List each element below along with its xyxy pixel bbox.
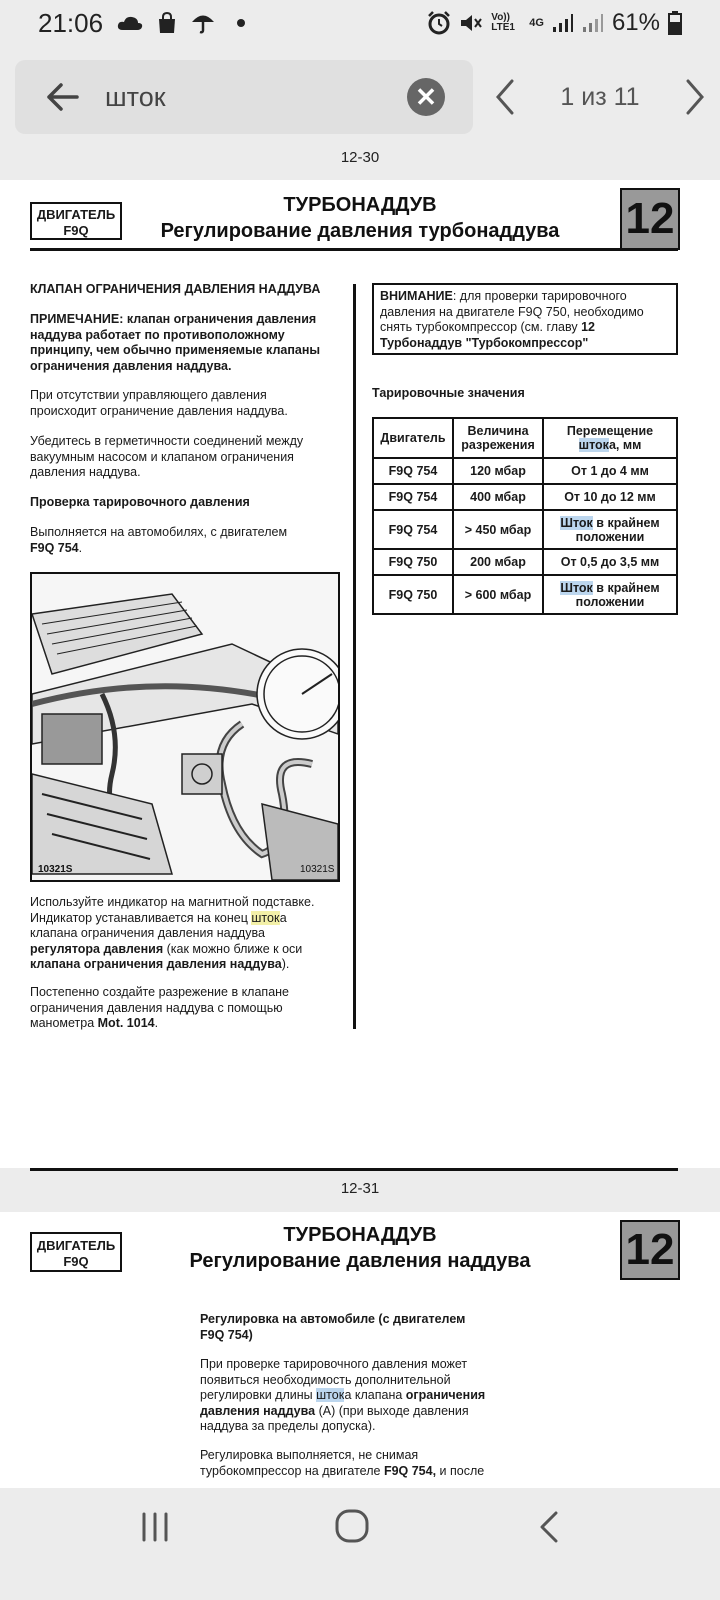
paragraph-3 [30,525,330,556]
search-hit-highlight[interactable]: шток [316,1388,345,1402]
search-hit-highlight[interactable]: Шток [560,580,593,595]
footer-divider [30,1168,678,1171]
p4-text-2: а клапана ограничения давления наддува [30,910,287,940]
table-row [373,484,677,510]
search-hit-highlight[interactable]: Шток [560,515,593,530]
signal-icon [552,13,574,33]
clear-search-button[interactable] [407,78,445,116]
cell-travel-text: в крайнем положении [575,515,660,544]
home-button[interactable] [334,1508,370,1544]
header-divider [30,248,678,251]
p3-end: . [78,540,83,555]
p1-bold: ограничения давления наддува [200,1388,486,1418]
p1-text: При проверке тарировочного давления может появиться необходимость дополнительной регулировки длины [200,1357,468,1402]
col-vacuum-header: Величина разрежения [453,418,543,458]
page-title: Регулирование давления турбонаддува [160,220,560,242]
col-engine-header: Двигатель [373,418,453,458]
section-title: ТУРБОНАДДУВ [283,194,437,216]
chapter-number: 12 [620,188,680,250]
p5-end: . [154,1016,159,1030]
notification-dot-icon [237,19,245,27]
p2-text-2: и после [436,1463,485,1478]
cell-travel: От 10 до 12 мм [543,484,677,510]
p1-text-3: (А) (при выходе давления наддува за пределы допуска). [200,1403,469,1433]
section-title: ТУРБОНАДДУВ [283,1224,437,1246]
umbrella-icon [191,11,215,35]
status-bar [0,0,720,46]
adjustment-paragraph-1 [200,1357,495,1435]
paragraph-1: При отсутствии управляющего давления происходит ограничение давления наддува. [30,388,288,418]
cloud-icon [117,14,143,32]
p5-text: Постепенно создайте разрежение в клапане ограничения давления наддува с помощью манометра [30,985,289,1030]
p3-engine: F9Q 754 [30,540,79,555]
cell-engine: F9Q 754 [373,458,453,484]
page-title: Регулирование давления наддува [189,1250,531,1272]
warning-text: : для проверки тарировочного давления на двигателе F9Q 750, необходимо снять турбокомпрессор (см. главу [380,289,644,334]
cell-travel [543,575,677,614]
volte-indicator: Vo)) LTE1 [491,12,515,33]
cell-travel [543,510,677,549]
table-row [373,510,677,549]
col3-text: Перемещение [566,424,654,438]
cell-vacuum: 200 мбар [453,549,543,575]
engine-box [30,202,122,240]
cell-vacuum: 120 мбар [453,458,543,484]
chapter-number: 12 [620,1220,680,1280]
signal-2-icon [582,13,604,33]
figure-code-left: 10321S [38,864,73,875]
search-bar [15,60,473,134]
warning-label: ВНИМАНИЕ [380,289,453,303]
document-page [0,180,720,1168]
col3-text-2: а, мм [608,438,642,452]
clock: 21:06 [38,7,104,38]
back-button[interactable] [536,1510,562,1544]
p5-tool: Mot. 1014 [97,1016,155,1030]
cell-vacuum: > 600 мбар [453,575,543,614]
cell-engine: F9Q 754 [373,484,453,510]
figure-code-right: 10321S [300,864,335,875]
cell-vacuum: > 450 мбар [453,510,543,549]
paragraph-2: Убедитесь в герметичности соединений между вакуумным насосом и клапаном ограничения давления наддува. [30,434,304,479]
search-hit-highlight[interactable]: шток [251,910,280,925]
table-header-row [373,418,677,458]
battery-percent: 61% [611,9,660,36]
engine-figure [30,572,340,882]
engine-label: ДВИГАТЕЛЬ [36,1238,116,1253]
system-navigation-bar [0,1488,720,1600]
column-divider [353,284,356,1029]
note-paragraph: ПРИМЕЧАНИЕ: клапан ограничения давления наддува работает по противоположному принципу, чем обычно применяемые клапаны ограничения давления наддува. [30,312,321,373]
p2-text: Регулировка выполняется, не снимая турбокомпрессор на двигателе [200,1448,419,1478]
result-counter: 1 из 11 [560,82,640,111]
p4-end: ). [281,957,290,971]
valve-heading: КЛАПАН ОГРАНИЧЕНИЯ ДАВЛЕНИЯ НАДДУВА [30,282,321,296]
paragraph-5 [30,985,320,1032]
page-number-label: 12-31 [340,1180,380,1197]
warning-box [372,283,678,355]
p4-bold: регулятора давления [30,941,164,956]
p4-text: Используйте индикатор на магнитной подставке. Индикатор устанавливается на конец [30,895,315,925]
document-page [0,1212,720,1502]
adjustment-paragraph-2 [200,1448,495,1479]
adjustment-heading: Регулировка на автомобиле (с двигателем F9Q 754) [200,1312,466,1342]
engine-code: F9Q [63,1254,89,1269]
engine-illustration [32,574,338,880]
warning-ref: 12 Турбонаддув "Турбокомпрессор" [380,320,595,350]
mute-icon [459,12,483,34]
cell-engine: F9Q 754 [373,510,453,549]
p4-text-3: (как можно ближе к оси [163,941,303,956]
back-arrow-icon[interactable] [45,80,79,114]
engine-code: F9Q [63,223,89,238]
p3-text: Выполняется на автомобилях, с двигателем [30,525,288,539]
shopping-bag-icon [157,12,177,34]
previous-result-button[interactable] [490,77,520,117]
cell-travel: От 0,5 до 3,5 мм [543,549,677,575]
search-input[interactable]: шток [105,81,166,112]
check-heading: Проверка тарировочного давления [30,495,250,509]
paragraph-4 [30,895,330,973]
engine-box [30,1232,122,1272]
cell-travel-text: в крайнем положении [575,580,660,609]
search-navigation [490,60,710,134]
cell-vacuum: 400 мбар [453,484,543,510]
table-row [373,549,677,575]
cell-engine: F9Q 750 [373,575,453,614]
engine-label: ДВИГАТЕЛЬ [36,207,116,222]
next-result-button[interactable] [680,77,710,117]
p1-text-2: а клапана [344,1388,406,1402]
close-icon: ✕ [415,81,437,112]
calibration-table [372,417,678,615]
table-row [373,575,677,614]
alarm-icon [427,11,451,35]
search-hit-highlight[interactable]: шток [578,438,609,452]
battery-icon [668,11,682,35]
table-row [373,458,677,484]
col-travel-header [543,418,677,458]
table-title: Тарировочные значения [372,386,525,400]
p4-bold-2: клапана ограничения давления наддува [30,957,282,971]
recent-apps-button[interactable] [138,1510,172,1544]
page-number-label: 12-30 [340,149,380,166]
cell-travel: От 1 до 4 мм [543,458,677,484]
network-type: 4G [529,17,544,29]
cell-engine: F9Q 750 [373,549,453,575]
p2-engine: F9Q 754, [383,1463,437,1478]
